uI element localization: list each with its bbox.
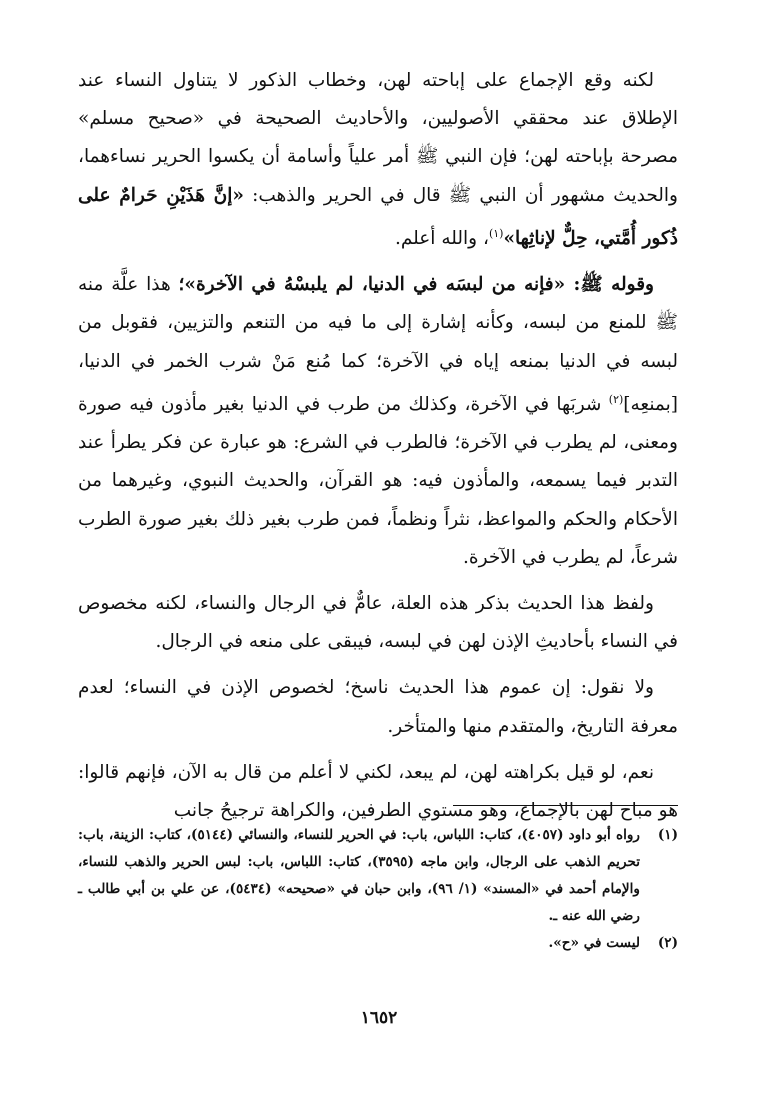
page-body (78, 62, 678, 951)
footnote-1 (78, 822, 678, 930)
footnote-2-text: ليست في «ح». (548, 935, 640, 951)
paragraph-3: ولفظ هذا الحديث بذكر هذه العلة، عامٌّ في الرجال والنساء، لكنه مخصوص في النساء بأحاديثِ الإذن لهن في لبسه، فيبقى على منعه في الرجال. (78, 592, 678, 653)
footnote-2 (78, 930, 678, 957)
footnote-ref-1[interactable]: (١) (488, 226, 504, 240)
paragraph-2 (78, 266, 678, 577)
paragraph-2-text-b: شربَها في الآخرة، وكذلك من طرب في الدنيا بغير مأذون فيه صورة ومعنى، لم يطرب في الآخرة؛ فالطرب في الشرع: هو عبارة عن فكر يطرأ عند التدبر فيما يسمعه، والمأذون فيه: هو القرآن، والحديث النبوي، وغيرهما من الأحكام والحكم والمواعظ، نثراً ونظماً، فمن طرب بغير ذلك بغير صورة الطرب شرعاً، لم يطرب في الآخرة. (78, 393, 678, 568)
paragraph-2-lead: وقوله ﷺ: «فإنه من لبسَه في الدنيا، لم يلبسْهُ في الآخرة»؛ (178, 274, 654, 296)
page-number: ١٦٥٢ (360, 1008, 398, 1028)
footnote-2-number: (٢) (657, 935, 678, 951)
paragraph-2-text-a: هذا علَّة منه ﷺ للمنع من لبسه، وكأنه إشارة إلى ما فيه من التنعم والتزيين، فقوبل من لبسه في الدنيا بمنعه إياه في الآخرة؛ كما مُنع مَنْ شرب الخمر في الدنيا، [بمنعِه] (78, 274, 678, 415)
hadith-quote: «إنَّ هَذَيْنِ حَرامٌ على ذُكور أُمَّتي، حِلٌّ لإناثِها» (78, 184, 678, 249)
footnotes (78, 822, 678, 957)
footnote-1-text: رواه أبو داود (٤٠٥٧)، كتاب: اللباس، باب: في الحرير للنساء، والنسائي (٥١٤٤)، كتاب: الزينة، باب: تحريم الذهب على الرجال، وابن ماجه (٣٥٩٥)، كتاب: اللباس، باب: لبس الحرير والذهب للنساء، والإمام أحمد في «المسند» (١/ ٩٦)، وابن حبان في «صحيحه» (٥٤٣٤)، عن علي بن أبي طالب ـ رضي الله عنه ـ. (78, 827, 641, 924)
paragraph-4: ولا نقول: إن عموم هذا الحديث ناسخ؛ لخصوص الإذن في النساء؛ لعدم معرفة التاريخ، والمتقدم منها والمتأخر. (78, 677, 678, 737)
paragraph-1 (78, 62, 678, 258)
paragraph-1-text: لكنه وقع الإجماع على إباحته لهن، وخطاب الذكور لا يتناول النساء عند الإطلاق عند محققي الأصوليين، والأحاديث الصحيحة في «صحيح مسلم» مصرحة بإباحته لهن؛ فإن النبي ﷺ أمر علياً وأسامة أن يكسوا الحرير نساءهما، والحديث مشهور أن النبي ﷺ قال في الحرير والذهب: (78, 70, 678, 206)
footnote-ref-2[interactable]: (٢) (608, 392, 624, 406)
paragraph-5: نعم، لو قيل بكراهته لهن، لم يبعد، لكني لا أعلم من قال به الآن، فإنهم قالوا: هو مباح لهن بالإجماع، وهو مستوي الطرفين، والكراهة ترجيحُ جانب (78, 761, 678, 821)
footnote-1-number: (١) (657, 827, 678, 843)
paragraph-1-tail: ، والله أعلم. (394, 227, 489, 249)
footnote-divider (453, 805, 678, 806)
